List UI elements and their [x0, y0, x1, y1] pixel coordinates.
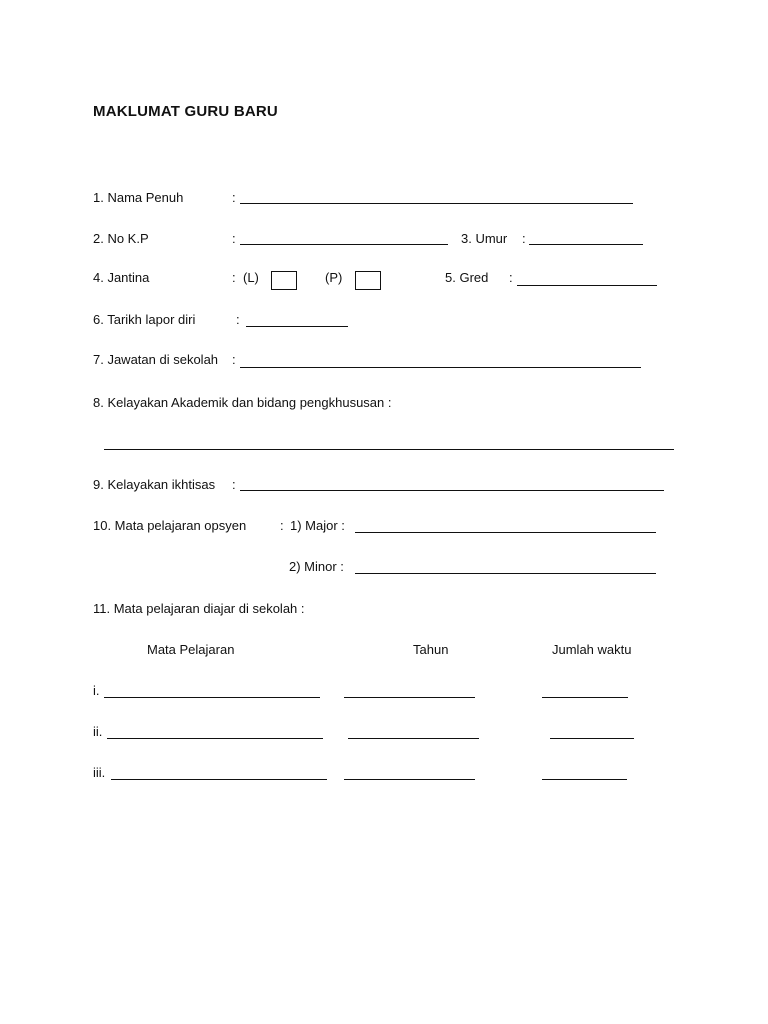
- row-marker-1: i.: [93, 683, 100, 698]
- ic-number-field[interactable]: [240, 244, 448, 245]
- professional-qualification-colon: :: [232, 477, 236, 492]
- row-1-hours-field[interactable]: [542, 697, 628, 698]
- academic-qualification-field[interactable]: [104, 449, 674, 450]
- academic-qualification-label: 8. Kelayakan Akademik dan bidang pengkhususan :: [93, 395, 392, 410]
- major-label: 1) Major :: [290, 518, 345, 533]
- major-subject-field[interactable]: [355, 532, 656, 533]
- age-colon: :: [522, 231, 526, 246]
- column-header-year: Tahun: [413, 642, 449, 657]
- age-label: 3. Umur: [461, 231, 508, 246]
- subjects-taught-label: 11. Mata pelajaran diajar di sekolah :: [93, 601, 305, 616]
- report-date-colon: :: [236, 312, 240, 327]
- age-field[interactable]: [529, 244, 643, 245]
- school-position-colon: :: [232, 352, 236, 367]
- gender-colon: :: [232, 270, 236, 285]
- report-date-field[interactable]: [246, 326, 348, 327]
- ic-number-colon: :: [232, 231, 236, 246]
- full-name-label: 1. Nama Penuh: [93, 190, 184, 205]
- professional-qualification-field[interactable]: [240, 490, 664, 491]
- full-name-field[interactable]: [240, 203, 633, 204]
- column-header-subject: Mata Pelajaran: [147, 642, 235, 657]
- minor-label: 2) Minor :: [289, 559, 344, 574]
- option-subject-label: 10. Mata pelajaran opsyen: [93, 518, 247, 533]
- ic-number-label: 2. No K.P: [93, 231, 149, 246]
- gender-label: 4. Jantina: [93, 270, 150, 285]
- row-3-year-field[interactable]: [344, 779, 475, 780]
- gender-option-l-label: (L): [243, 270, 259, 285]
- row-3-subject-field[interactable]: [111, 779, 327, 780]
- grade-label: 5. Gred: [445, 270, 489, 285]
- professional-qualification-label: 9. Kelayakan ikhtisas: [93, 477, 216, 492]
- gender-p-checkbox[interactable]: [355, 271, 381, 290]
- row-1-subject-field[interactable]: [104, 697, 320, 698]
- row-marker-3: iii.: [93, 765, 106, 780]
- row-marker-2: ii.: [93, 724, 103, 739]
- option-subject-colon: :: [280, 518, 284, 533]
- row-3-hours-field[interactable]: [542, 779, 627, 780]
- gender-l-checkbox[interactable]: [271, 271, 297, 290]
- grade-colon: :: [509, 270, 513, 285]
- school-position-field[interactable]: [240, 367, 641, 368]
- minor-subject-field[interactable]: [355, 573, 656, 574]
- form-title: MAKLUMAT GURU BARU: [93, 103, 278, 120]
- row-2-year-field[interactable]: [348, 738, 479, 739]
- gender-option-p-label: (P): [325, 270, 343, 285]
- row-1-year-field[interactable]: [344, 697, 475, 698]
- row-2-hours-field[interactable]: [550, 738, 634, 739]
- school-position-label: 7. Jawatan di sekolah: [93, 352, 219, 367]
- column-header-hours: Jumlah waktu: [552, 642, 632, 657]
- full-name-colon: :: [232, 190, 236, 205]
- row-2-subject-field[interactable]: [107, 738, 323, 739]
- report-date-label: 6. Tarikh lapor diri: [93, 312, 196, 327]
- grade-field[interactable]: [517, 285, 657, 286]
